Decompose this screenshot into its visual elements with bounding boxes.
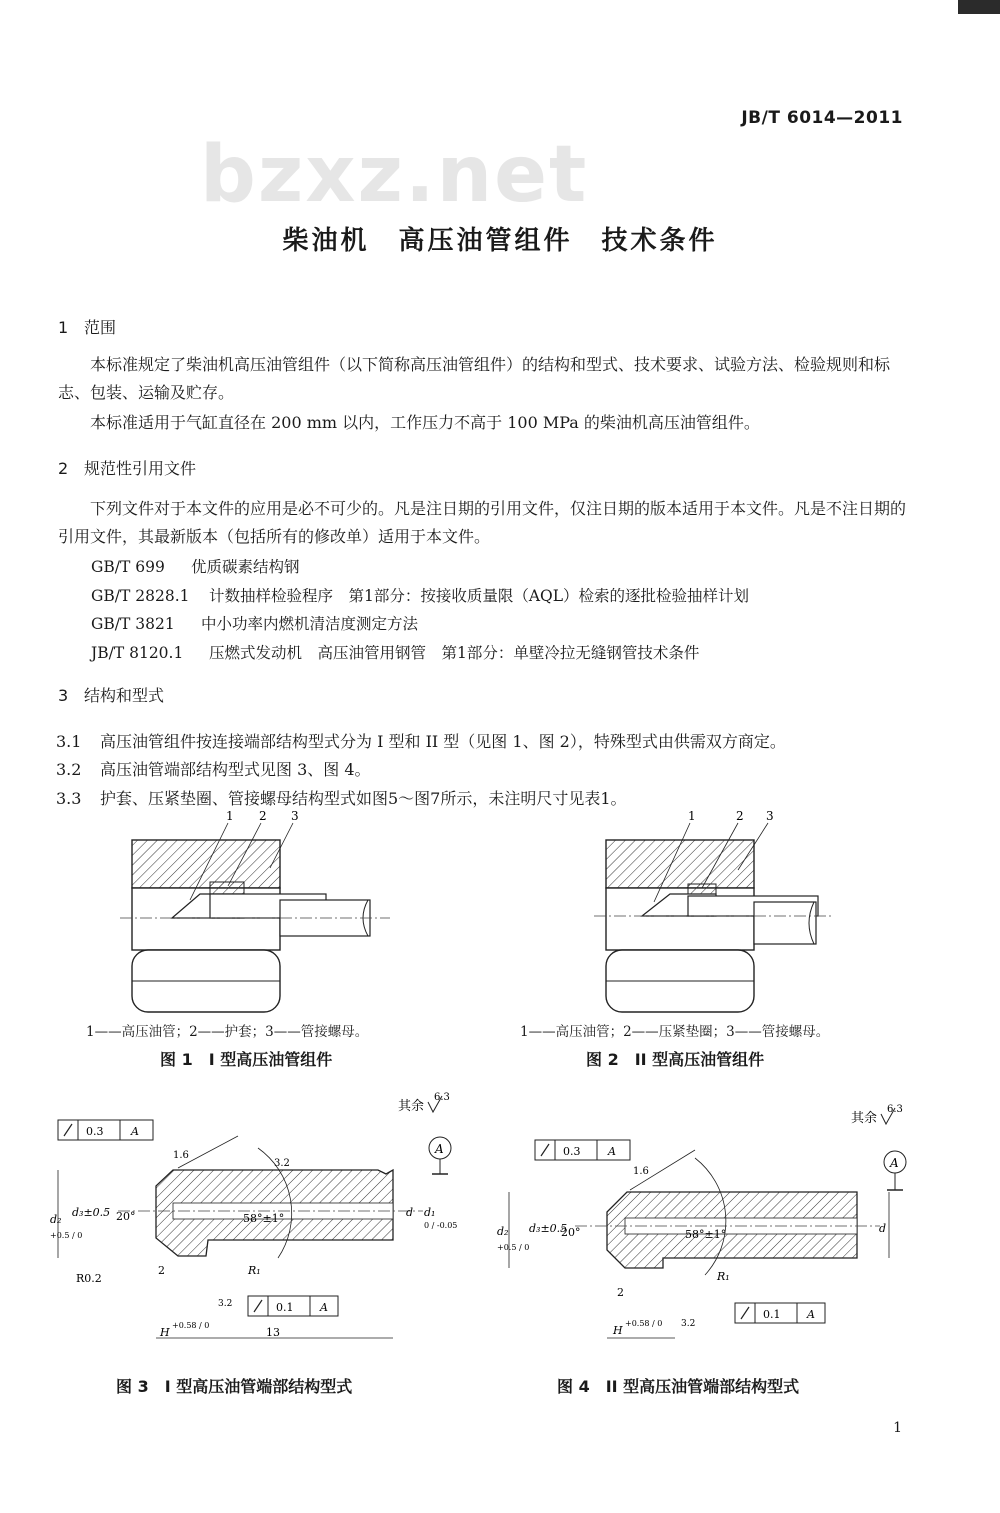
clause-3-2: 3.2 高压油管端部结构型式见图 3、图 4。 — [56, 760, 371, 779]
figure-2-legend: 1——高压油管；2——压紧垫圈；3——管接螺母。 — [520, 1024, 830, 1040]
dim-d: d — [406, 1206, 414, 1219]
svg-text:A: A — [807, 1308, 815, 1321]
svg-text:A: A — [608, 1145, 616, 1158]
datum-a: A — [435, 1142, 444, 1156]
section-1-heading: 1 范围 — [58, 318, 117, 337]
callout-3: 3 — [766, 809, 774, 823]
dim-h: H — [613, 1324, 623, 1337]
figure-1-caption: 图 1 I 型高压油管组件 — [160, 1050, 333, 1069]
figure-3-drawing — [48, 1088, 468, 1353]
roughness-1-6: 1.6 — [633, 1166, 649, 1177]
rest-roughness-label: 其余 — [851, 1111, 878, 1126]
watermark: bzxz.net — [200, 130, 589, 220]
roughness-3-2-lower: 3.2 — [218, 1299, 233, 1309]
dim-d1-tol: 0 / -0.05 — [424, 1221, 458, 1230]
datum-a: A — [890, 1156, 899, 1170]
section-3-heading: 3 结构和型式 — [58, 686, 165, 705]
page-number: 1 — [893, 1420, 902, 1436]
svg-text:0.3: 0.3 — [86, 1125, 104, 1138]
clause-3-3: 3.3 护套、压紧垫圈、管接螺母结构型式如图5～图7所示，未注明尺寸见表1。 — [56, 789, 627, 808]
dim-h-tol: +0.58 / 0 — [625, 1319, 663, 1328]
svg-text:A: A — [131, 1125, 139, 1138]
svg-text:0.3: 0.3 — [563, 1145, 581, 1158]
rest-roughness-value: 6.3 — [434, 1092, 450, 1103]
roughness-1-6: 1.6 — [173, 1150, 189, 1161]
document-title: 柴油机 高压油管组件 技术条件 — [282, 226, 718, 256]
roughness-3-2: 3.2 — [274, 1158, 290, 1169]
dim-d3: d₃±0.5 — [72, 1206, 111, 1219]
callout-2: 2 — [259, 809, 267, 823]
dim-d2: d₂ — [50, 1213, 62, 1226]
dim-d2: d₂ — [497, 1225, 509, 1238]
dim-h-tol: +0.58 / 0 — [172, 1321, 210, 1330]
dim-h: H — [160, 1326, 170, 1339]
section-1-para-2: 本标准适用于气缸直径在 200 mm 以内，工作压力不高于 100 MPa 的柴油机高压油管组件。 — [90, 413, 760, 432]
dim-2: 2 — [617, 1286, 624, 1299]
angle-58: 58°±1° — [685, 1228, 727, 1241]
rest-roughness-label: 其余 — [398, 1099, 425, 1114]
scan-corner-mark — [958, 0, 1000, 14]
section-2-para-1: 下列文件对于本文件的应用是必不可少的。凡是注日期的引用文件，仅注日期的版本适用于本文件。凡是不注日期的引用文件，其最新版本（包括所有的修改单）适用于本文件。 — [58, 499, 907, 546]
radius-r02: R0.2 — [76, 1272, 102, 1285]
angle-58: 58°±1° — [243, 1212, 285, 1225]
callout-1: 1 — [688, 809, 696, 823]
dim-13: 13 — [266, 1326, 280, 1339]
rest-roughness-value: 6.3 — [887, 1104, 903, 1115]
dim-d2-tol: +0.5 / 0 — [50, 1231, 83, 1240]
section-2-heading: 2 规范性引用文件 — [58, 459, 197, 478]
figure-4-drawing — [495, 1100, 925, 1350]
reference-item: JB/T 8120.1 压燃式发动机 高压油管用钢管 第1部分：单壁冷拉无缝钢管技术条件 — [91, 644, 700, 662]
dim-d3: d₃±0.5 — [529, 1222, 568, 1235]
dim-d: d — [879, 1222, 887, 1235]
tolerance-frame-0-1 — [735, 1303, 825, 1323]
dim-d1: d₁ — [424, 1206, 436, 1219]
reference-item: GB/T 3821 中小功率内燃机清洁度测定方法 — [91, 615, 419, 633]
callout-2: 2 — [736, 809, 744, 823]
callout-1: 1 — [226, 809, 234, 823]
figure-2-drawing — [588, 808, 838, 1020]
section-1-para-1: 本标准规定了柴油机高压油管组件（以下简称高压油管组件）的结构和型式、技术要求、试验方法、检验规则和标志、包装、运输及贮存。 — [58, 355, 891, 402]
clause-3-1: 3.1 高压油管组件按连接端部结构型式分为 I 型和 II 型（见图 1、图 2），特殊型式由供需双方商定。 — [56, 732, 786, 751]
figure-2-caption: 图 2 II 型高压油管组件 — [586, 1050, 765, 1069]
dim-2: 2 — [158, 1264, 165, 1277]
tolerance-frame-0-3 — [535, 1140, 630, 1160]
tolerance-frame-0-1 — [248, 1296, 338, 1316]
reference-item: GB/T 2828.1 计数抽样检验程序 第1部分：按接收质量限（AQL）检索的逐批检验抽样计划 — [91, 587, 750, 605]
angle-20: 20° — [116, 1210, 136, 1223]
roughness-3-2: 3.2 — [681, 1319, 696, 1329]
figure-3-caption: 图 3 I 型高压油管端部结构型式 — [116, 1377, 353, 1396]
svg-text:0.1: 0.1 — [763, 1308, 781, 1321]
dim-d2-tol: +0.5 / 0 — [497, 1243, 530, 1252]
figure-1-legend: 1——高压油管；2——护套；3——管接螺母。 — [86, 1024, 369, 1040]
svg-text:A: A — [320, 1301, 328, 1314]
svg-text:0.1: 0.1 — [276, 1301, 294, 1314]
standard-number: JB/T 6014—2011 — [741, 108, 903, 128]
angle-20: 20° — [561, 1226, 581, 1239]
radius-r1: R₁ — [248, 1264, 261, 1277]
figure-1-drawing — [110, 808, 400, 1020]
callout-3: 3 — [291, 809, 299, 823]
radius-r1: R₁ — [717, 1270, 730, 1283]
reference-item: GB/T 699 优质碳素结构钢 — [91, 558, 300, 576]
figure-4-caption: 图 4 II 型高压油管端部结构型式 — [557, 1377, 800, 1396]
tolerance-frame-0-3 — [58, 1120, 153, 1140]
